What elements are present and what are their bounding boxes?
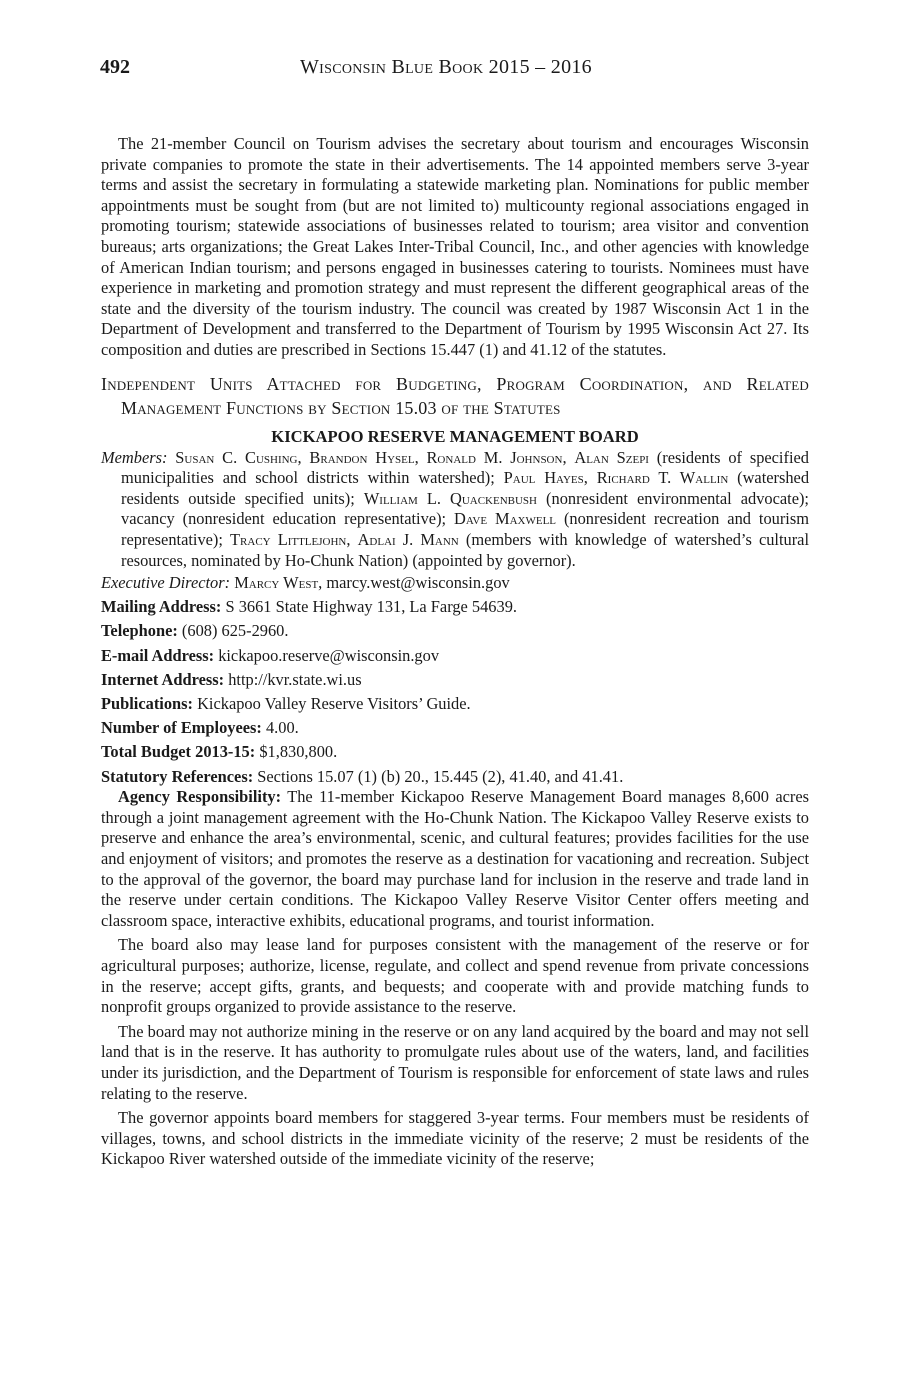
member-separator: , [562, 447, 575, 467]
page-header [100, 56, 810, 82]
members-paragraph [101, 448, 809, 572]
executive-director-line [101, 573, 809, 594]
member-separator: , [583, 468, 597, 488]
member-separator: (members with knowledge of watershed’s cultural resources, nominated by Ho-Chunk Nation) (appointed by governor). [121, 529, 810, 570]
agency-responsibility-paragraph [101, 787, 809, 931]
member-name: Paul Hayes [503, 468, 584, 488]
board-title: KICKAPOO RESERVE MANAGEMENT BOARD [271, 426, 639, 446]
statutory-references-field [101, 767, 809, 788]
number-of-employees-field [101, 718, 809, 739]
body-paragraph: The governor appoints board members for staggered 3-year terms. Four members must be residents of villages, towns, and school districts in the immediate vicinity of the reserve; 2 must be residents of the Kickapoo River watershed outside of the immediate vicinity of the reserve; [101, 1108, 809, 1169]
internet-address-field [101, 670, 809, 691]
executive-director-name: Marcy West [234, 573, 319, 593]
member-name: Tracy Littlejohn [230, 529, 347, 549]
member-name: Alan Szepi [574, 447, 649, 467]
member-separator: , [297, 447, 310, 467]
body-paragraph: The board also may lease land for purposes consistent with the management of the reserve or for agricultural purposes; authorize, license, regulate, and collect and spend revenue from private concessions in the reserve; accept gifts, grants, and bequests; and cooperate with and provide matching funds to nonprofit groups organized to provide assistance to the reserve. [101, 935, 809, 1017]
intro-paragraph: The 21-member Council on Tourism advises the secretary about tourism and encourages Wisconsin private companies to promote the state in their advertisements. The 14 appointed members serve 3-year terms and assist the secretary in formulating a statewide marketing plan. Nominations for public member appointments must be sought from (but are not limited to) multicounty regional associations engaged in promoting tourism; statewide associations of businesses related to tourism; area visitor and convention bureaus; arts organizations; the Great Lakes Inter-Tribal Council, Inc., and other agencies with knowledge of American Indian tourism; and persons engaged in businesses catering to tourists. Nominees must have experience in marketing and promotion strategy and must represent the different geographical areas of the state and the diversity of the tourism industry. The council was created by 1987 Wisconsin Act 1 in the Department of Development and transferred to the Department of Tourism by 1995 Wisconsin Act 27. Its composition and duties are prescribed in Sections 15.447 (1) and 41.12 of the statutes. [101, 134, 809, 359]
field-label: E-mail Address: [101, 645, 215, 665]
field-value: Sections 15.07 (1) (b) 20., 15.445 (2), 41.40, and 41.41. [257, 766, 624, 786]
agency-responsibility-text: The 11-member Kickapoo Reserve Management Board manages 8,600 acres through a joint management agreement with the Ho-Chunk Nation. The Kickapoo Valley Reserve exists to preserve and enhance the area’s environmental, scenic, and cultural features; provides facilities for the use and enjoyment of visitors; and promotes the reserve as a destination for vacationing and recreation. Subject to the approval of the governor, the board may purchase land for inclusion in the reserve and trade land in the reserve under certain conditions. The Kickapoo Valley Reserve Visitor Center offers meeting and classroom space, interactive exhibits, educational programs, and tourist information. [101, 787, 809, 930]
field-label: Mailing Address: [101, 597, 222, 617]
page-number: 492 [100, 56, 130, 78]
member-name: Ronald M. Johnson [426, 447, 563, 467]
member-name: Dave Maxwell [454, 509, 557, 529]
member-name: Susan C. Cushing [175, 447, 298, 467]
field-value: $1,830,800. [259, 742, 338, 762]
body-paragraph: The board may not authorize mining in the reserve or on any land acquired by the board and may not sell land that is in the reserve. It has authority to promulgate rules about use of the waters, land, and facilities under its jurisdiction, and the Department of Tourism is responsible for enforcement of state laws and rules relating to the reserve. [101, 1021, 809, 1103]
field-label: Number of Employees: [101, 718, 262, 738]
field-label: Publications: [101, 694, 193, 714]
executive-director-email: , marcy.west@wisconsin.gov [318, 573, 510, 593]
page-content [101, 134, 809, 1170]
total-budget-field [101, 742, 809, 763]
field-value: 4.00. [265, 718, 299, 738]
member-name: Adlai J. Mann [357, 529, 459, 549]
member-name: Richard T. Wallin [596, 468, 729, 488]
executive-director-label: Executive Director: [101, 573, 231, 593]
member-separator: (nonresident recreation and tourism representative); [121, 509, 809, 549]
member-separator: (nonresident environmental advocate); vacancy (nonresident education representative); [121, 488, 809, 529]
field-label: Statutory References: [101, 766, 254, 786]
running-title: Wisconsin Blue Book 2015 – 2016 [300, 56, 592, 78]
field-label: Telephone: [101, 621, 178, 641]
field-value: (608) 625-2960. [181, 621, 289, 641]
email-address-field [101, 646, 809, 667]
publications-field [101, 694, 809, 715]
field-value: kickapoo.reserve@wisconsin.gov [218, 645, 440, 665]
field-value: S 3661 State Highway 131, La Farge 54639. [225, 597, 517, 617]
member-separator: (watershed residents outside specified units); [121, 468, 810, 508]
section-heading: Independent Units Attached for Budgeting, Program Coordination, and Related Management Functions by Section 15.03 of the Statutes [101, 373, 809, 418]
telephone-field [101, 621, 809, 642]
members-label: Members: [101, 447, 168, 467]
field-value: http://kvr.state.wi.us [228, 669, 362, 689]
agency-responsibility-label: Agency Responsibility: [118, 787, 282, 807]
mailing-address-field [101, 597, 809, 618]
member-name: William L. Quackenbush [363, 488, 537, 508]
member-separator: (residents of specified municipalities and school districts within watershed); [121, 447, 809, 488]
field-label: Total Budget 2013-15: [101, 742, 256, 762]
field-value: Kickapoo Valley Reserve Visitors’ Guide. [197, 694, 471, 714]
member-name: Brandon Hysel [309, 447, 415, 467]
member-separator: , [414, 447, 427, 467]
field-label: Internet Address: [101, 669, 225, 689]
member-separator: , [346, 529, 358, 549]
